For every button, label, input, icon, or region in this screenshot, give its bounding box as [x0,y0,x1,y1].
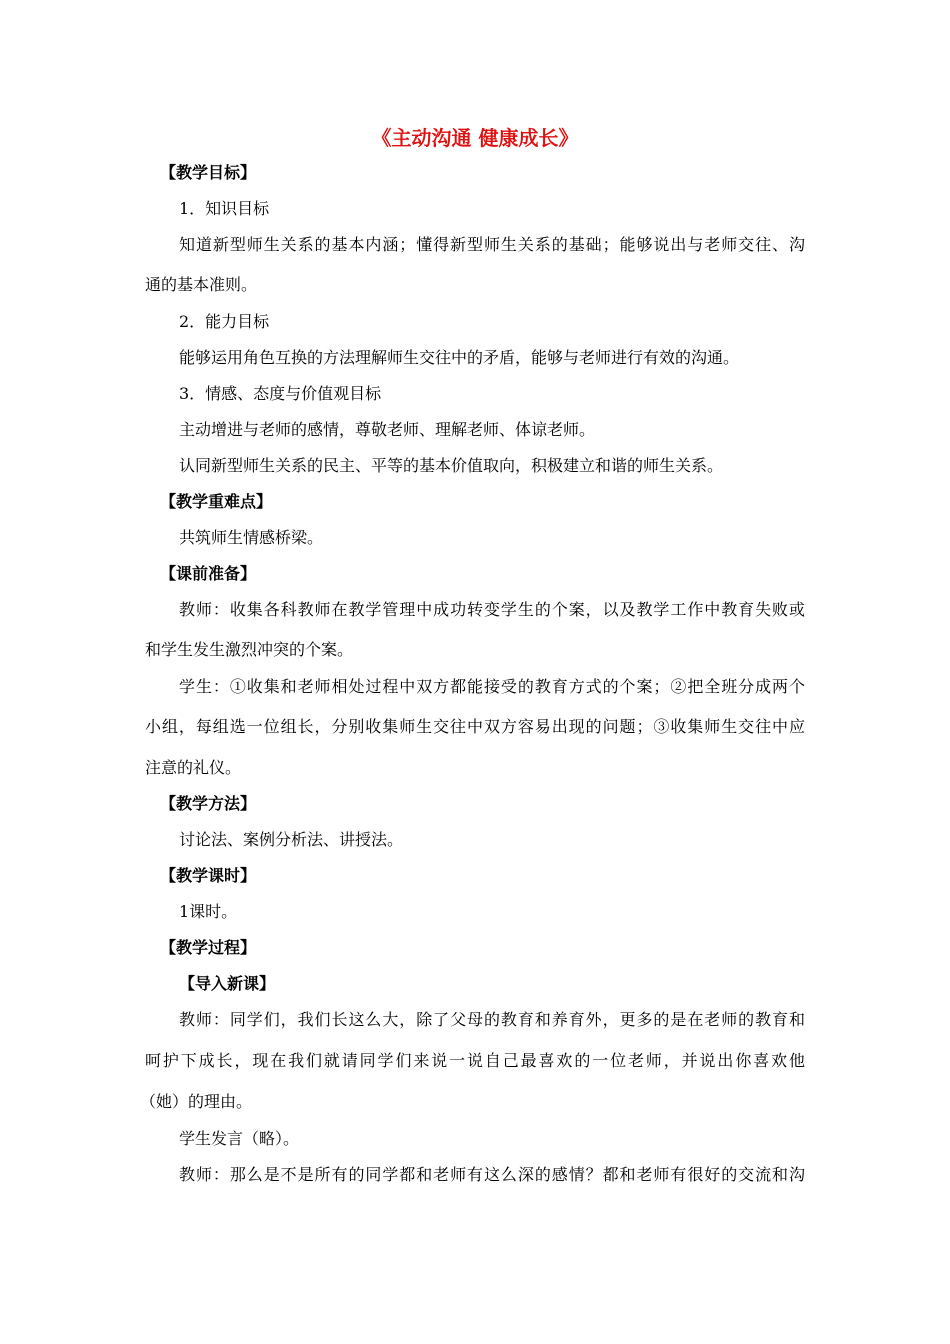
section-heading-hours: 【教学课时】 [160,866,257,885]
ability-objective-label: 2．能力目标 [179,312,270,331]
emotion-objective-label: 3．情感、态度与价值观目标 [179,384,382,403]
knowledge-objective-label: 1．知识目标 [179,199,270,218]
key-points-text: 共筑师生情感桥梁。 [179,528,324,547]
section-heading-preparation: 【课前准备】 [160,564,257,583]
process-teacher-text-end: （她）的理由。 [140,1092,253,1111]
preparation-student-text-end: 注意的礼仪。 [145,758,242,777]
hours-text: 1课时。 [179,902,238,921]
section-heading-process: 【教学过程】 [160,938,257,957]
process-student-text: 学生发言（略）。 [179,1129,300,1148]
emotion-objective-text: 主动增进与老师的感情，尊敬老师、理解老师、体谅老师。 [179,420,596,439]
preparation-student-text: 学生：①收集和老师相处过程中双方都能接受的教育方式的个案；②把全班分成两个 [179,677,805,696]
process-teacher-text-cont: 呵护下成长，现在我们就请同学们来说一说自己最喜欢的一位老师，并说出你喜欢他 [145,1051,805,1070]
emotion-objective-text-2: 认同新型师生关系的民主、平等的基本价值取向，积极建立和谐的师生关系。 [179,456,724,475]
section-heading-objectives: 【教学目标】 [160,163,257,182]
knowledge-objective-text: 知道新型师生关系的基本内涵；懂得新型师生关系的基础；能够说出与老师交往、沟 [179,235,805,254]
preparation-student-text-cont: 小组，每组选一位组长，分别收集师生交往中双方容易出现的问题；③收集师生交往中应 [145,717,805,736]
preparation-teacher-text: 教师：收集各科教师在教学管理中成功转变学生的个案，以及教学工作中教育失败或 [179,600,805,619]
section-heading-key-points: 【教学重难点】 [160,492,273,511]
process-teacher-text: 教师：同学们，我们长这么大，除了父母的教育和养育外，更多的是在老师的教育和 [179,1010,805,1029]
knowledge-objective-text-cont: 通的基本准则。 [145,275,258,294]
sub-heading-intro: 【导入新课】 [179,974,276,993]
preparation-teacher-text-cont: 和学生发生激烈冲突的个案。 [145,640,354,659]
process-teacher-question: 教师：那么是不是所有的同学都和老师有这么深的感情？都和老师有很好的交流和沟 [179,1165,805,1184]
section-heading-methods: 【教学方法】 [160,794,257,813]
methods-text: 讨论法、案例分析法、讲授法。 [179,830,404,849]
ability-objective-text: 能够运用角色互换的方法理解师生交往中的矛盾，能够与老师进行有效的沟通。 [179,348,740,367]
document-title: 《主动沟通 健康成长》 [371,126,579,150]
